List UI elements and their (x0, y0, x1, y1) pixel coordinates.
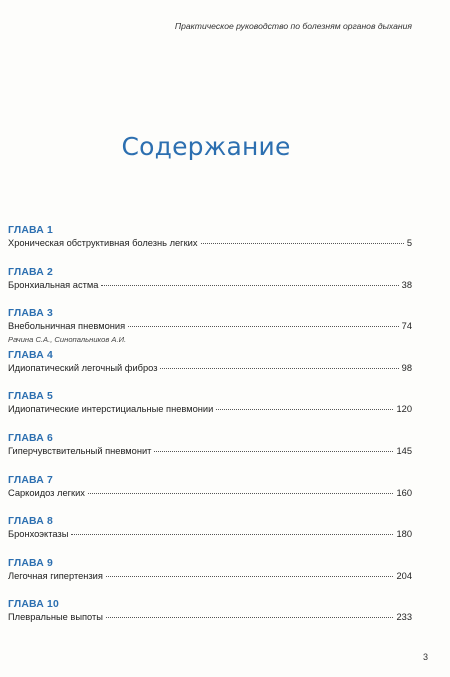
toc-line (8, 445, 412, 458)
chapter-label: ГЛАВА 10 (8, 599, 59, 611)
dot-leader (106, 576, 394, 577)
chapter-authors: Рачина С.А., Синопальников А.И. (8, 335, 127, 345)
page-ref: 233 (396, 612, 412, 623)
page-number: 3 (422, 652, 428, 662)
chapter-title: Гиперчувствительный пневмонит (8, 445, 152, 456)
page-ref: 145 (396, 445, 412, 456)
chapter-label: ГЛАВА 2 (8, 266, 53, 278)
toc-entry[interactable] (8, 515, 412, 557)
page-ref: 98 (401, 362, 412, 373)
toc-entry[interactable] (8, 307, 412, 349)
toc-entry[interactable] (8, 266, 412, 308)
dot-leader (101, 285, 398, 286)
chapter-title: Хроническая обструктивная болезнь легких (8, 238, 198, 248)
running-head: Практическое руководство по болезням органов дыхания (174, 21, 412, 31)
chapter-label: ГЛАВА 3 (8, 308, 53, 320)
dot-leader (154, 451, 393, 452)
toc-line (8, 362, 412, 375)
toc-line (8, 279, 412, 292)
table-of-contents (8, 224, 412, 640)
toc-line (8, 320, 412, 333)
toc-line (8, 403, 412, 416)
toc-line (8, 611, 412, 624)
chapter-title: Идиопатический легочный фиброз (8, 362, 158, 373)
dot-leader (106, 617, 394, 618)
toc-entry[interactable] (8, 598, 412, 640)
dot-leader (216, 409, 393, 410)
chapter-label: ГЛАВА 6 (8, 432, 53, 444)
chapter-label: ГЛАВА 7 (8, 474, 53, 486)
chapter-title: Идиопатические интерстициальные пневмонии (8, 404, 214, 415)
chapter-label: ГЛАВА 4 (8, 349, 53, 361)
page-ref: 74 (401, 321, 412, 332)
dot-leader (71, 534, 393, 535)
toc-line (8, 237, 412, 250)
page-title: Содержание (121, 131, 291, 161)
page-ref: 204 (396, 570, 412, 581)
chapter-label: ГЛАВА 1 (8, 225, 53, 236)
page-ref: 160 (396, 487, 412, 498)
chapter-label: ГЛАВА 8 (8, 516, 53, 528)
toc-line (8, 570, 412, 583)
dot-leader (88, 493, 394, 494)
toc-line (8, 528, 412, 541)
chapter-label: ГЛАВА 5 (8, 391, 53, 403)
dot-leader (160, 368, 398, 369)
toc-entry[interactable] (8, 432, 412, 474)
chapter-title: Бронхоэктазы (8, 529, 69, 540)
dot-leader (201, 243, 404, 244)
page-ref: 120 (396, 404, 412, 415)
toc-entry[interactable] (8, 349, 412, 391)
toc-entry[interactable] (8, 224, 412, 266)
chapter-title: Бронхиальная астма (8, 279, 99, 290)
page-ref: 180 (396, 529, 412, 540)
chapter-title: Внебольничная пневмония (8, 321, 126, 332)
toc-entry[interactable] (8, 557, 412, 599)
chapter-title: Саркоидоз легких (8, 487, 85, 498)
page-ref: 5 (406, 238, 412, 248)
page-ref: 38 (401, 279, 412, 290)
toc-line (8, 487, 412, 500)
toc-entry[interactable] (8, 474, 412, 516)
toc-entry[interactable] (8, 390, 412, 432)
chapter-title: Легочная гипертензия (8, 570, 103, 581)
chapter-title: Плевральные выпоты (8, 612, 103, 623)
chapter-label: ГЛАВА 9 (8, 557, 53, 569)
dot-leader (128, 326, 399, 327)
